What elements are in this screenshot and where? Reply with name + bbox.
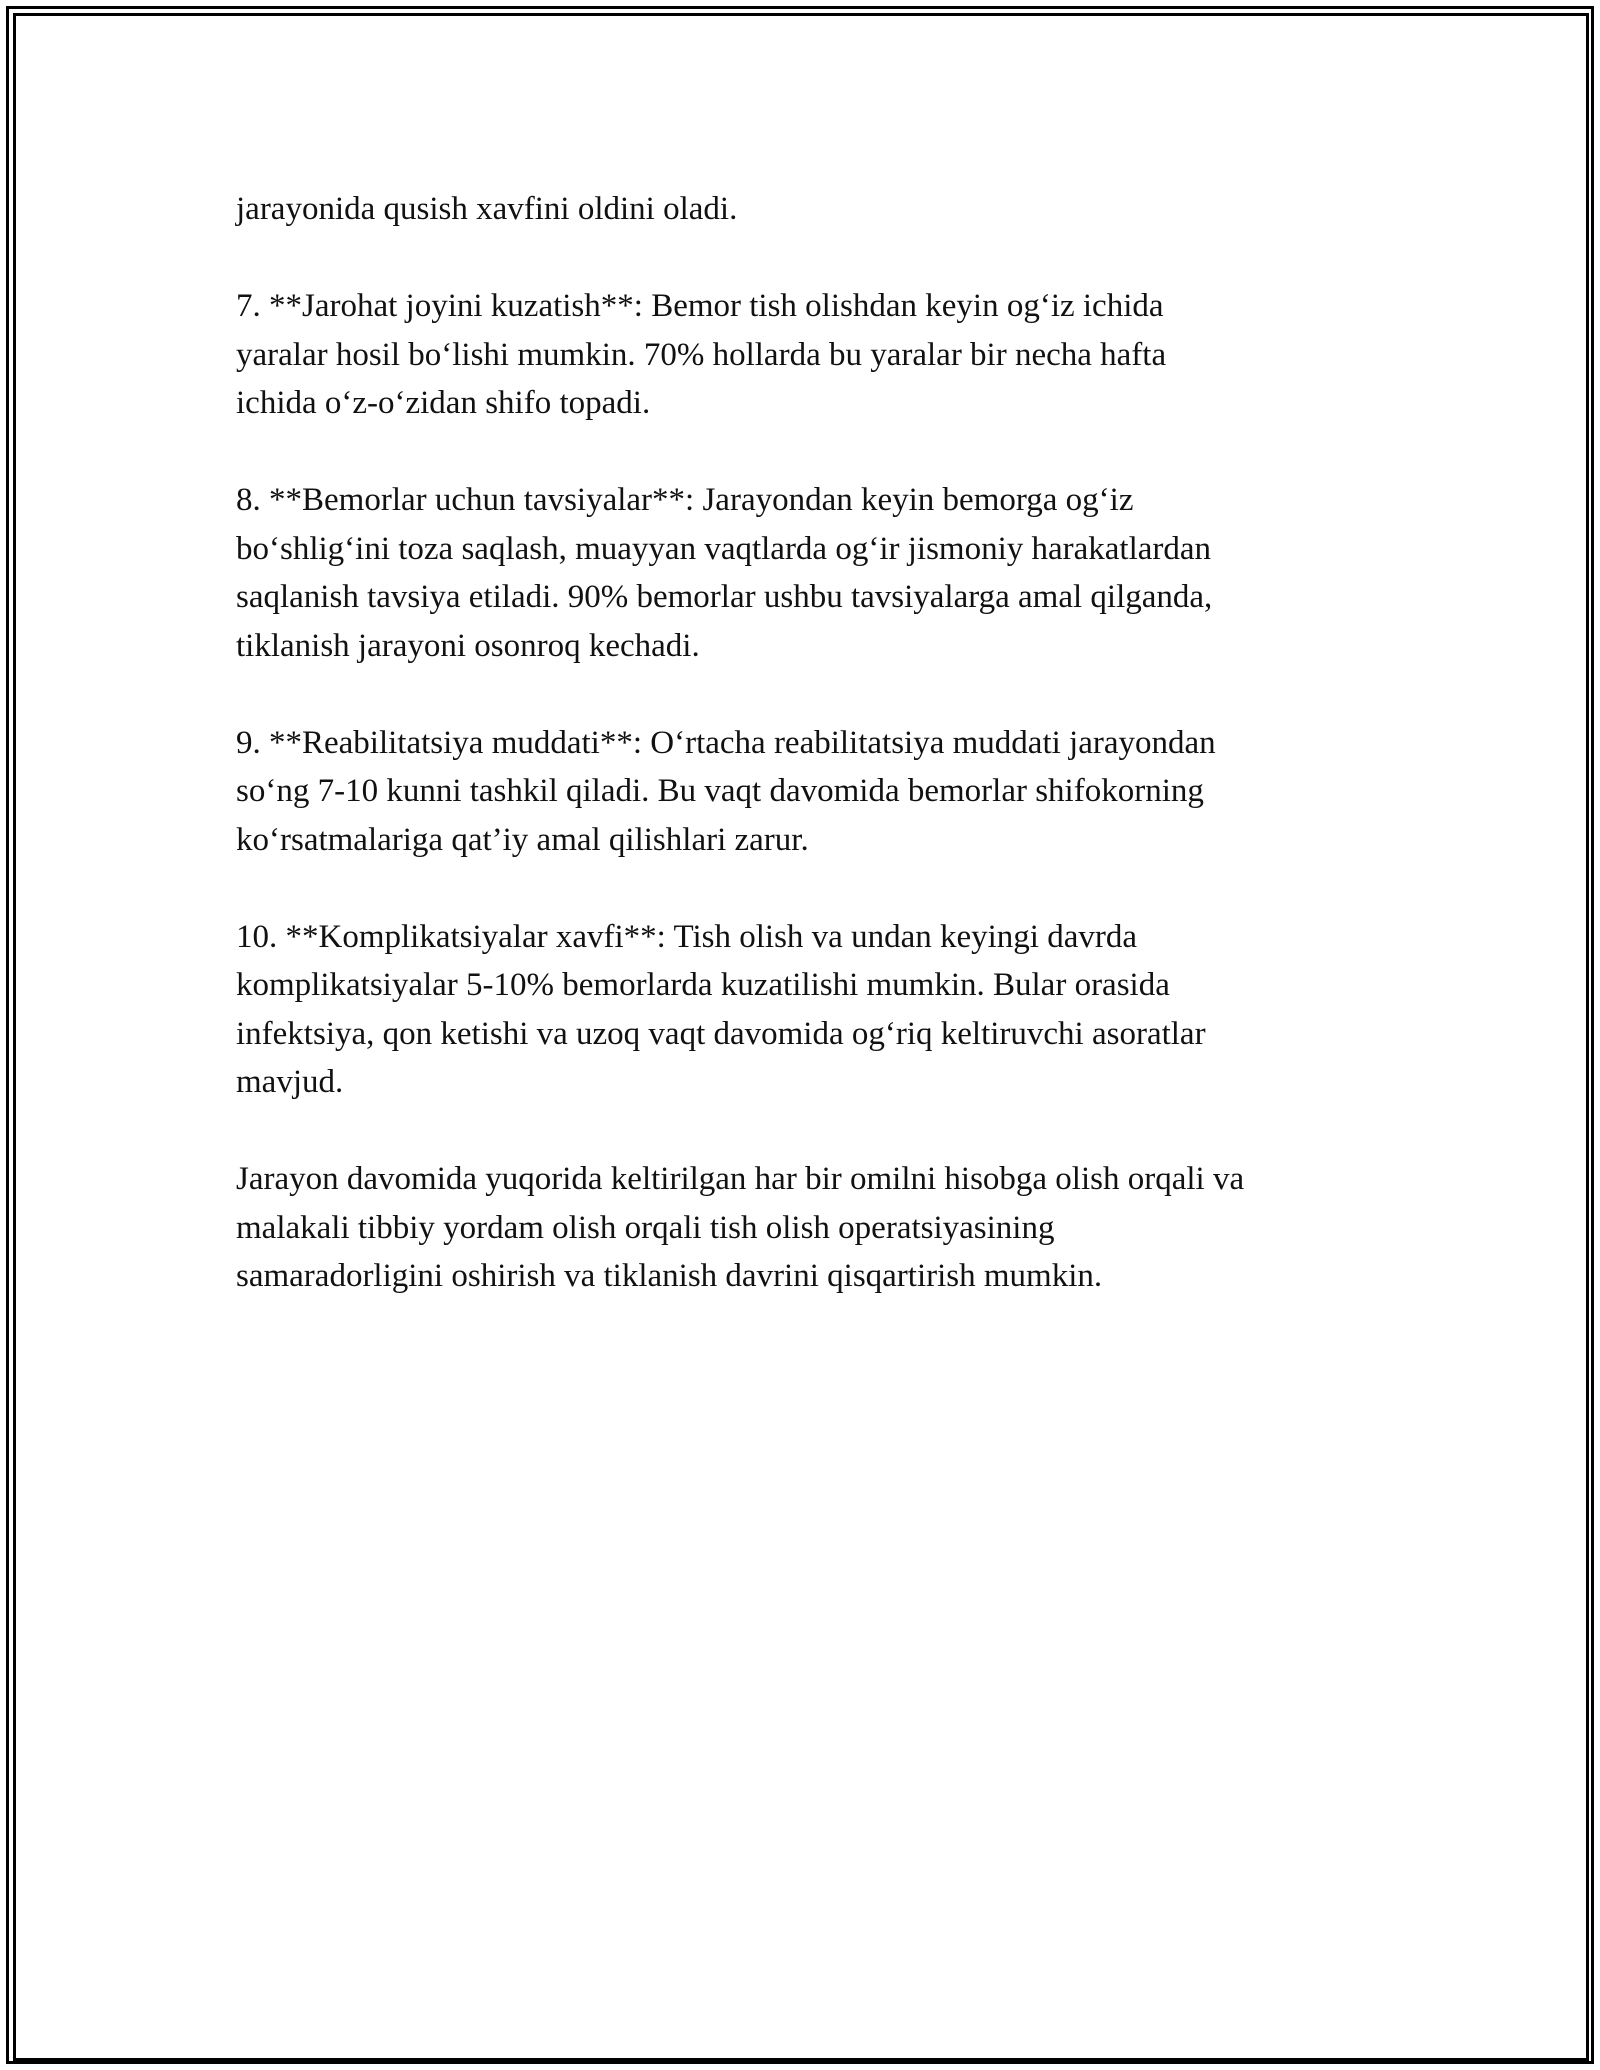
paragraph-continuation: jarayonida qusish xavfini oldini oladi. — [236, 191, 738, 227]
paragraph-item-7: 7. **Jarohat joyini kuzatish**: Bemor tish olishdan keyin og‘iz ichida yaralar hosil bo‘lishi mumkin. 70% hollarda bu yaralar bir necha hafta ichida o‘z-o‘zidan shifo topadi. — [236, 288, 1167, 421]
paragraph-item-10: 10. **Komplikatsiyalar xavfi**: Tish olish va undan keyingi davrda komplikatsiyalar 5-10% bemorlarda kuzatilishi mumkin. Bular orasida infektsiya, qon ketishi va uzoq vaqt davomida og‘riq keltiruvchi asoratlar mavjud. — [236, 918, 1206, 1100]
paragraph-item-8: 8. **Bemorlar uchun tavsiyalar**: Jarayondan keyin bemorga og‘iz bo‘shlig‘ini toza saqlash, muayyan vaqtlarda og‘ir jismoniy harakatlardan saqlanish tavsiya etiladi. 90% bemorlar ushbu tavsiyalarga amal qilganda, tiklanish jarayoni osonroq kechadi. — [236, 482, 1213, 664]
paragraph-item-9: 9. **Reabilitatsiya muddati**: O‘rtacha reabilitatsiya muddati jarayondan so‘ng 7-10 kunni tashkil qiladi. Bu vaqt davomida bemorlar shifokorning ko‘rsatmalariga qat’iy amal qilishlari zarur. — [236, 724, 1216, 858]
paragraph-conclusion: Jarayon davomida yuqorida keltirilgan har bir omilni hisobga olish orqali va malakali tibbiy yordam olish orqali tish olish operatsiyasining samaradorligini oshirish va tiklanish davrini qisqartirish mumkin. — [236, 1161, 1245, 1294]
document-body — [236, 185, 1386, 1349]
